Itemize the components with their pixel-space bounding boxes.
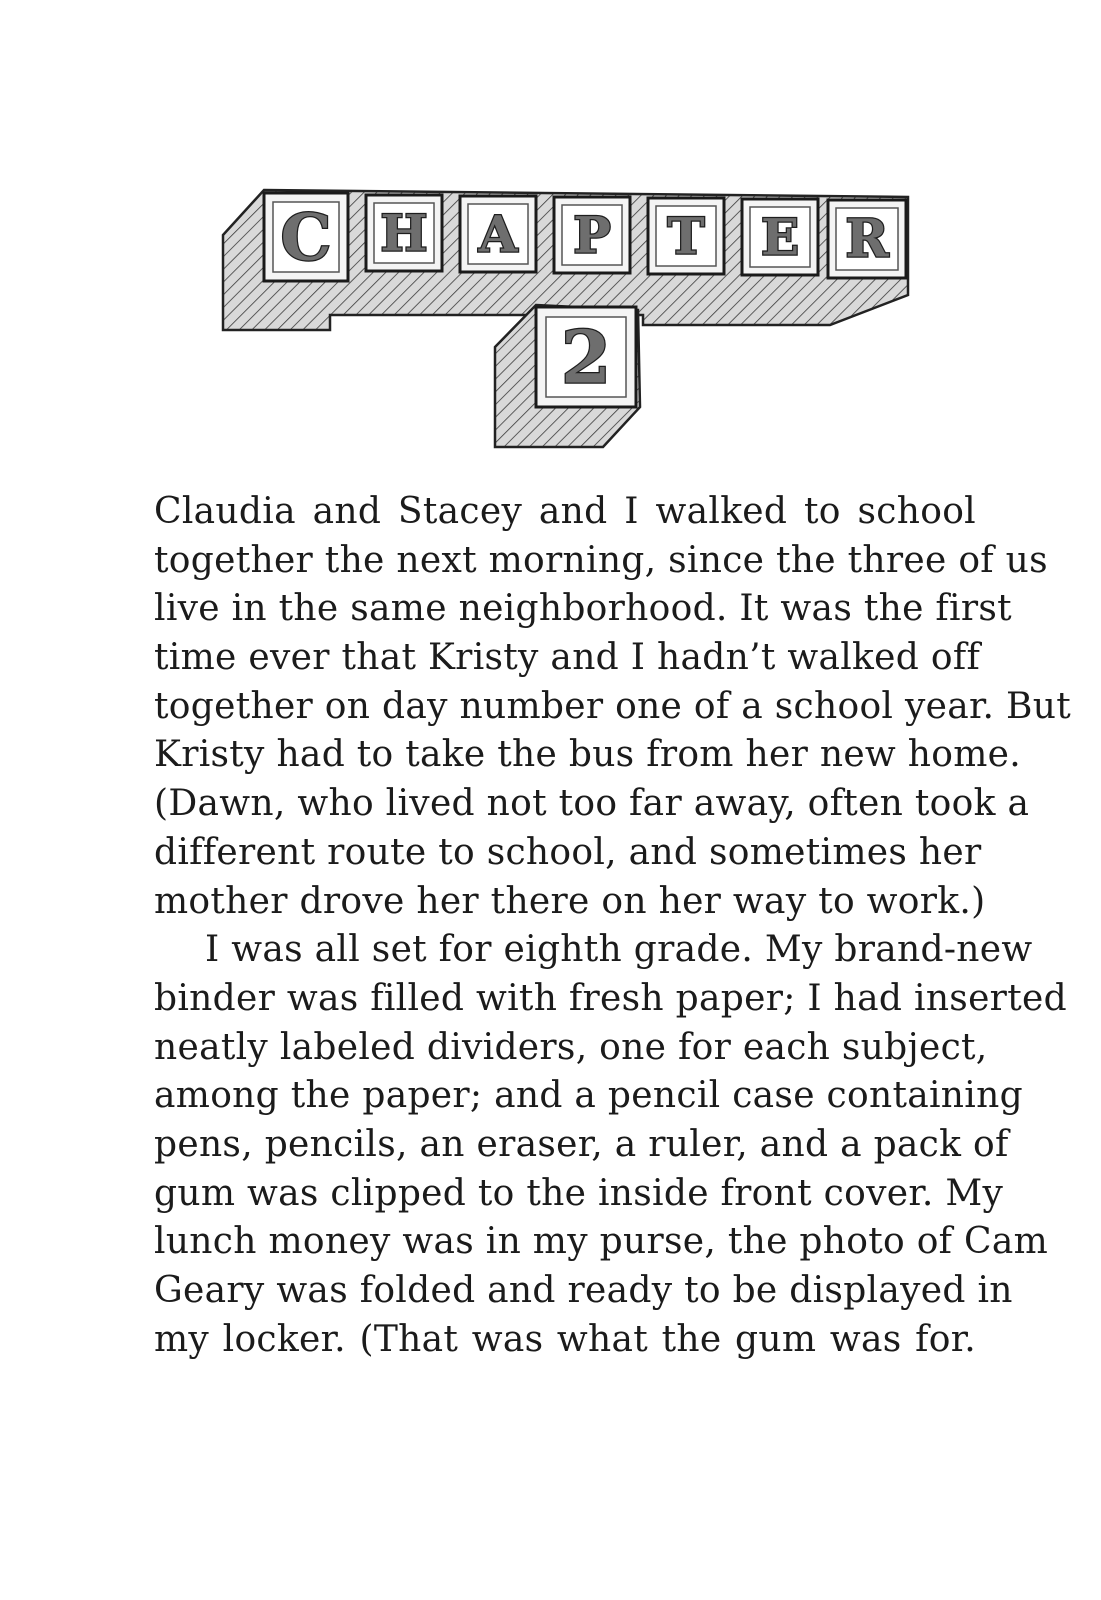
text-line: time ever that Kristy and I hadn’t walked off	[154, 637, 981, 679]
text-line: different route to school, and sometimes her	[154, 831, 982, 873]
chapter-letter: E	[760, 207, 800, 267]
text-line: pens, pencils, an eraser, a ruler, and a pack of	[154, 1123, 1009, 1165]
chapter-letter: T	[667, 206, 705, 266]
text-line: Claudia and Stacey and I walked to school	[154, 491, 976, 532]
chapter-number-block	[536, 307, 636, 407]
chapter-blocks-art	[218, 185, 918, 450]
text-line: lunch money was in my purse, the photo of Cam	[154, 1221, 1049, 1263]
chapter-number: 2	[560, 314, 612, 400]
chapter-letter: C	[280, 200, 332, 276]
text-line: neatly labeled dividers, one for each subject,	[154, 1026, 988, 1068]
chapter-letter: P	[573, 205, 611, 265]
chapter-letter: H	[380, 203, 428, 263]
text-line: (Dawn, who lived not too far away, often took a	[154, 783, 1030, 825]
text-line: Kristy had to take the bus from her new home.	[154, 734, 1022, 776]
letter-block-r	[828, 200, 906, 278]
letter-block-t	[648, 198, 724, 274]
letter-block-h	[366, 195, 442, 271]
chapter-body-text	[154, 488, 1072, 1364]
chapter-letter: A	[478, 204, 518, 264]
text-line: together on day number one of a school year. But	[154, 685, 1072, 727]
text-line: among the paper; and a pencil case containing	[154, 1075, 1023, 1117]
text-line: Geary was folded and ready to be displayed in	[154, 1270, 1013, 1311]
text-line: binder was filled with fresh paper; I had inserted	[154, 977, 1067, 1019]
letter-block-c	[264, 193, 348, 281]
text-line: I was all set for eighth grade. My brand-new	[205, 929, 1033, 971]
text-line: mother drove her there on her way to work.)	[154, 880, 986, 922]
text-line: my locker. (That was what the gum was for.	[154, 1318, 976, 1360]
chapter-letter: R	[845, 208, 889, 270]
text-line: live in the same neighborhood. It was the first	[154, 588, 1012, 630]
text-line: together the next morning, since the three of us	[154, 539, 1048, 581]
text-line: gum was clipped to the inside front cover. My	[154, 1172, 1004, 1214]
letter-block-a	[460, 196, 536, 272]
letter-block-e	[742, 199, 818, 275]
letter-block-p	[554, 197, 630, 273]
chapter-heading	[218, 185, 918, 450]
